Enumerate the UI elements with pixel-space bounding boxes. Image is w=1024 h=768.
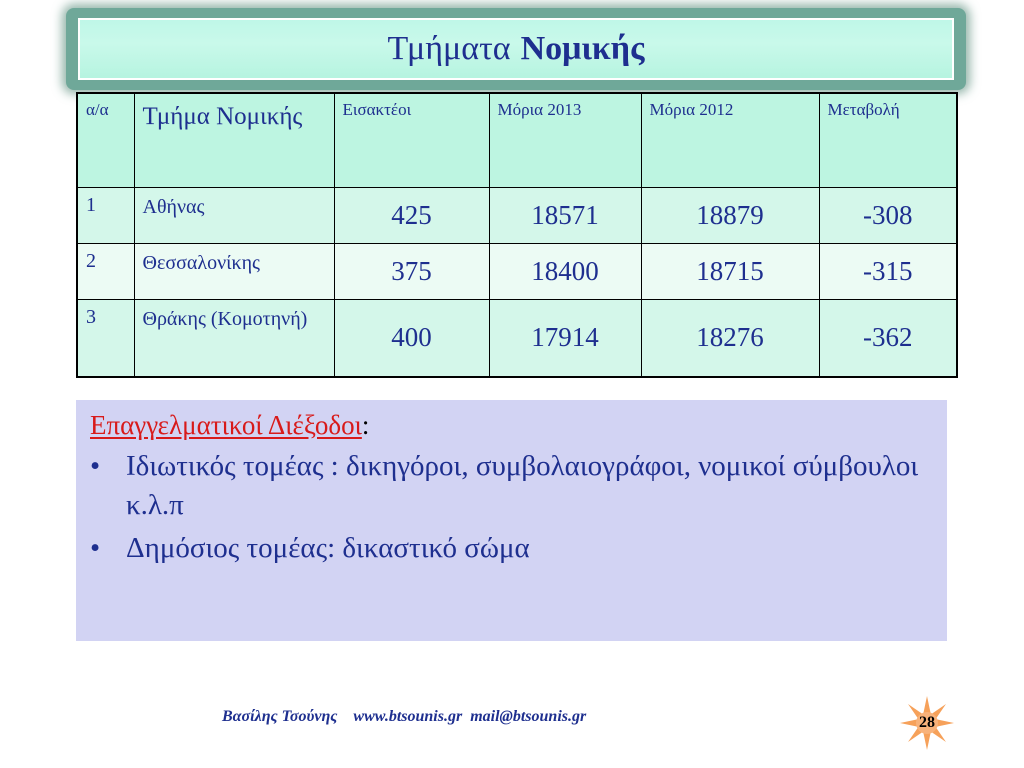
career-outcomes-box — [76, 400, 947, 641]
table-row — [77, 243, 957, 299]
table-cell: -308 — [819, 187, 957, 243]
slide-title — [78, 18, 954, 80]
bullet-icon: • — [90, 532, 101, 565]
table-cell: 3 — [77, 299, 134, 377]
header-cell: Τμήμα Νομικής — [134, 93, 334, 187]
table-cell: 18715 — [641, 243, 819, 299]
table-cell: 18571 — [489, 187, 641, 243]
header-cell: Μόρια 2013 — [489, 93, 641, 187]
table-cell: 18400 — [489, 243, 641, 299]
table-cell: 400 — [334, 299, 489, 377]
table-cell: 375 — [334, 243, 489, 299]
law-departments-table — [76, 92, 958, 378]
bullet-text: Δημόσιος τομέας: δικαστικό σώμα — [126, 532, 530, 565]
table-cell: Θράκης (Κομοτηνή) — [134, 299, 334, 377]
bullet-text: Ιδιωτικός τομέας : δικηγόροι, συμβολαιογράφοι, νομικοί σύμβουλοι κ.λ.π — [126, 450, 919, 522]
table-header-row — [77, 93, 957, 187]
title-normal: Τμήματα — [387, 30, 511, 67]
table-cell: -315 — [819, 243, 957, 299]
page-number-badge — [898, 694, 956, 752]
table-cell: Θεσσαλονίκης — [134, 243, 334, 299]
table-cell: 2 — [77, 243, 134, 299]
table-cell: 425 — [334, 187, 489, 243]
title-bold: Νομικής — [520, 30, 645, 67]
career-outcomes-heading — [90, 408, 933, 443]
header-cell: Εισακτέοι — [334, 93, 489, 187]
list-item — [90, 447, 933, 525]
table-row — [77, 187, 957, 243]
table-cell: -362 — [819, 299, 957, 377]
table-cell: Αθήνας — [134, 187, 334, 243]
heading-colon: : — [361, 410, 370, 440]
header-cell: Μεταβολή — [819, 93, 957, 187]
footer-credit: Βασίλης Τσούνης www.btsounis.gr mail@btsounis.gr — [222, 708, 587, 725]
bullet-icon: • — [90, 450, 101, 483]
table-cell: 1 — [77, 187, 134, 243]
table-cell: 18276 — [641, 299, 819, 377]
table-cell: 17914 — [489, 299, 641, 377]
table-cell: 18879 — [641, 187, 819, 243]
header-cell: α/α — [77, 93, 134, 187]
header-cell: Μόρια 2012 — [641, 93, 819, 187]
heading-text: Επαγγελματικοί Διέξοδοι — [90, 410, 362, 440]
list-item — [90, 529, 933, 568]
page-number: 28 — [919, 714, 935, 731]
table-row — [77, 299, 957, 377]
